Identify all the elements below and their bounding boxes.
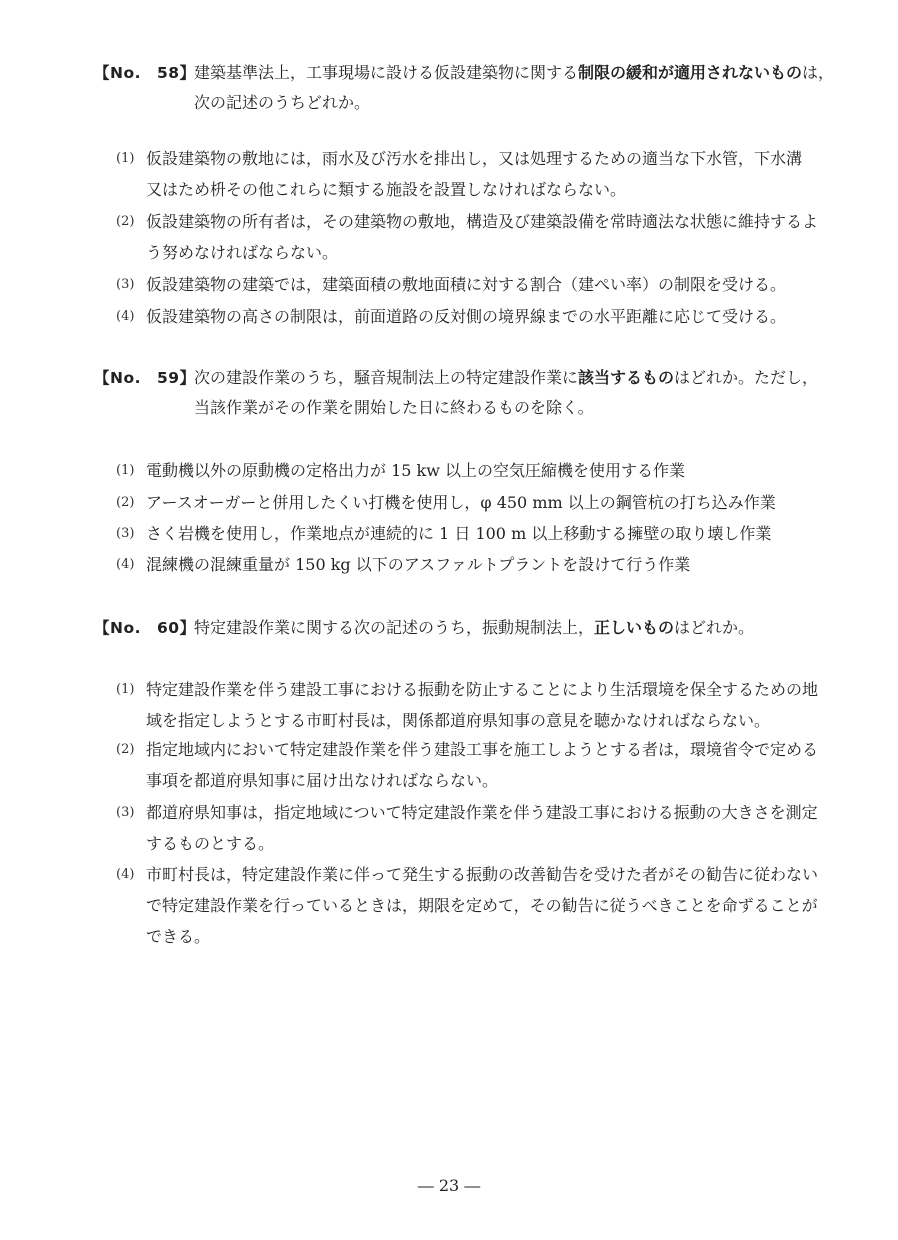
emphasis-text: 制限の緩和が適用されないもの <box>578 63 803 82</box>
option-number: (2) <box>116 214 135 229</box>
option-number: (4) <box>116 867 135 882</box>
option-line: 事項を都道府県知事に届け出なければならない。 <box>146 771 499 790</box>
option-number: (4) <box>116 557 135 572</box>
option-number: (3) <box>116 277 135 292</box>
option-number: (1) <box>116 151 135 166</box>
option-number: (3) <box>116 526 135 541</box>
option-line: 特定建設作業を伴う建設工事における振動を防止することにより生活環境を保全するための地 <box>146 680 819 699</box>
stem-line: 次の記述のうちどれか。 <box>194 93 371 112</box>
option-line: 混練機の混練重量が 150 kg 以下のアスファルトプラントを設けて行う作業 <box>146 555 691 574</box>
option-line: う努めなければならない。 <box>146 243 339 262</box>
stem-line: 建築基準法上，工事現場に設ける仮設建築物に関する制限の緩和が適用されないものは， <box>194 63 835 82</box>
option-line: 仮設建築物の所有者は，その建築物の敷地，構造及び建築設備を常時適法な状態に維持するよ <box>146 212 819 231</box>
option-line: 電動機以外の原動機の定格出力が 15 kw 以上の空気圧縮機を使用する作業 <box>146 461 686 480</box>
option-line: 又はため枡その他これらに類する施設を設置しなければならない。 <box>146 180 627 199</box>
option-number: (1) <box>116 463 135 478</box>
option-line: 都道府県知事は，指定地域について特定建設作業を伴う建設工事における振動の大きさを測定 <box>146 803 818 822</box>
stem-line: 特定建設作業に関する次の記述のうち，振動規制法上，正しいものはどれか。 <box>194 618 755 637</box>
question-stem <box>194 613 814 643</box>
question-number: 【No. 58】 <box>94 64 196 82</box>
emphasis-text: 正しいもの <box>594 618 675 637</box>
option-line: アースオーガーと併用したくい打機を使用し，φ 450 mm 以上の鋼管杭の打ち込み作業 <box>146 493 776 512</box>
stem-line: 次の建設作業のうち，騒音規制法上の特定建設作業に該当するものはどれか。ただし， <box>194 368 819 387</box>
option-line: するものとする。 <box>146 834 275 853</box>
option-number: (4) <box>116 309 135 324</box>
option-number: (3) <box>116 805 135 820</box>
option-line: で特定建設作業を行っているときは，期限を定めて，その勧告に従うべきことを命ずることが <box>146 896 818 915</box>
question-number: 【No. 60】 <box>94 619 196 637</box>
option-line: できる。 <box>146 927 211 946</box>
question-number: 【No. 59】 <box>94 369 196 387</box>
option-number: (2) <box>116 495 135 510</box>
option-number: (1) <box>116 682 135 697</box>
question-stem <box>194 363 819 423</box>
option-line: 仮設建築物の高さの制限は，前面道路の反対側の境界線までの水平距離に応じて受ける。 <box>146 307 787 326</box>
question-stem <box>194 58 835 118</box>
option-line: 仮設建築物の敷地には，雨水及び汚水を排出し，又は処理するための適当な下水管，下水溝 <box>146 149 803 168</box>
option-line: 指定地域内において特定建設作業を伴う建設工事を施工しようとする者は，環境省令で定める <box>146 740 819 759</box>
option-line: さく岩機を使用し，作業地点が連続的に 1 日 100 m 以上移動する擁壁の取り壊し作業 <box>146 524 772 543</box>
option-line: 市町村長は，特定建設作業に伴って発生する振動の改善勧告を受けた者がその勧告に従わない <box>146 865 819 884</box>
page-number: ― 23 ― <box>417 1176 481 1195</box>
option-line: 仮設建築物の建築では，建築面積の敷地面積に対する割合（建ぺい率）の制限を受ける。 <box>146 275 787 294</box>
option-line: 域を指定しようとする市町村長は，関係都道府県知事の意見を聴かなければならない。 <box>146 711 771 730</box>
stem-line: 当該作業がその作業を開始した日に終わるものを除く。 <box>194 398 594 417</box>
emphasis-text: 該当するもの <box>578 368 675 387</box>
option-number: (2) <box>116 742 135 757</box>
